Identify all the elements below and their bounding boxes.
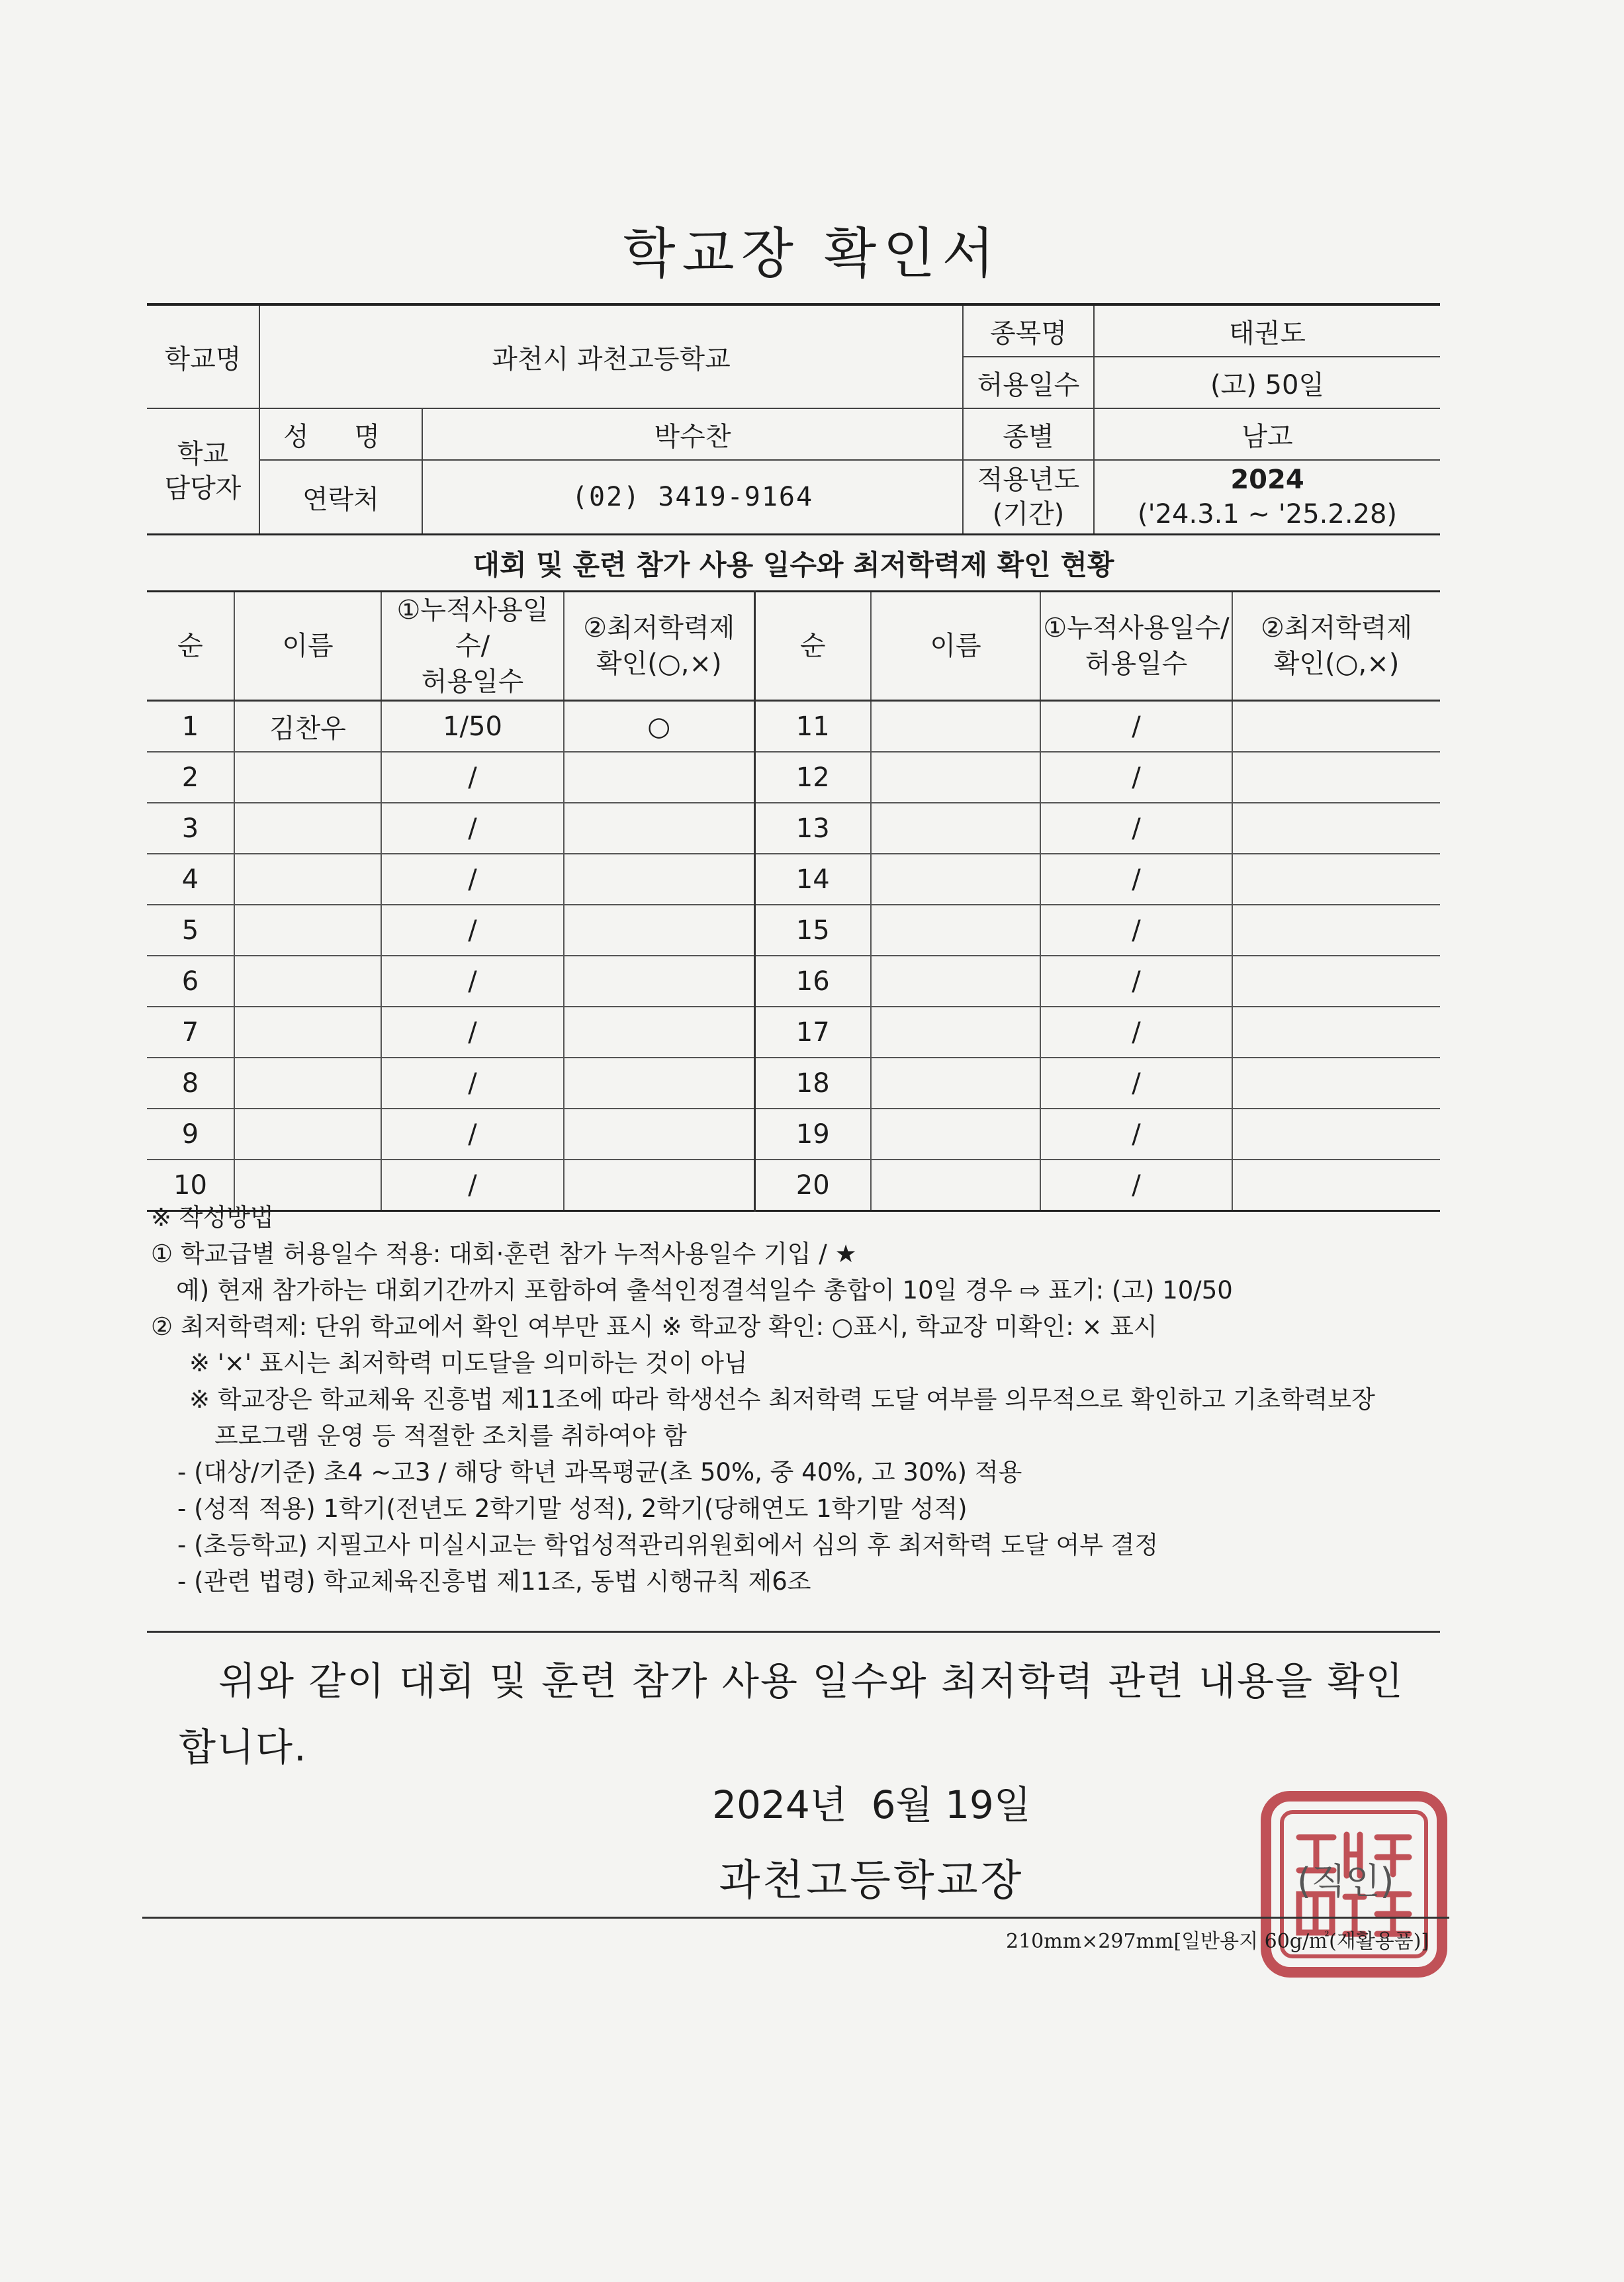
year-label-line1: 적용년도 bbox=[977, 465, 1080, 495]
row-name bbox=[234, 1058, 381, 1109]
row-days-right: / bbox=[1040, 803, 1232, 854]
row-check-right bbox=[1232, 854, 1440, 905]
row-no-right: 12 bbox=[754, 752, 871, 803]
row-days: / bbox=[381, 1007, 564, 1058]
row-days: / bbox=[381, 1109, 564, 1160]
name-value: 박수찬 bbox=[422, 408, 963, 460]
row-days-right: / bbox=[1040, 854, 1232, 905]
row-check bbox=[564, 752, 754, 803]
name-label: 성 명 bbox=[259, 408, 422, 460]
row-no: 3 bbox=[147, 803, 234, 854]
row-check bbox=[564, 1058, 754, 1109]
row-check bbox=[564, 854, 754, 905]
row-check-right bbox=[1232, 701, 1440, 753]
confirmation-line-2: 합니다. bbox=[179, 1725, 308, 1770]
row-days: / bbox=[381, 905, 564, 956]
notes-line-8: - (성적 적용) 1학기(전년도 2학기말 성적), 2학기(당해연도 1학기말 성적) bbox=[177, 1494, 968, 1523]
row-no-right: 13 bbox=[754, 803, 871, 854]
row-no: 1 bbox=[147, 701, 234, 753]
notes-line-3: ② 최저학력제: 단위 학교에서 확인 여부만 표시 ※ 학교장 확인: ○표시, 학교장 미확인: × 표시 bbox=[151, 1312, 1157, 1341]
bottom-rule bbox=[142, 1917, 1449, 1919]
header-days-line2: 허용일수 bbox=[421, 666, 524, 697]
header-no: 순 bbox=[147, 592, 234, 701]
table-row bbox=[147, 854, 1440, 905]
table-row bbox=[147, 752, 1440, 803]
row-name bbox=[234, 1109, 381, 1160]
header-check bbox=[564, 592, 754, 701]
issue-date: 2024년 6월 19일 bbox=[712, 1782, 1031, 1827]
row-no: 5 bbox=[147, 905, 234, 956]
row-no-right: 14 bbox=[754, 854, 871, 905]
row-check-right bbox=[1232, 905, 1440, 956]
row-name-right bbox=[871, 854, 1040, 905]
row-days: 1/50 bbox=[381, 701, 564, 753]
period-value: ('24.3.1 ~ '25.2.28) bbox=[1137, 499, 1398, 529]
row-days-right: / bbox=[1040, 1058, 1232, 1109]
notes-heading: ※ 작성방법 bbox=[151, 1203, 274, 1232]
divider-line bbox=[147, 1631, 1440, 1633]
school-label: 학교명 bbox=[147, 304, 259, 408]
row-check bbox=[564, 803, 754, 854]
table-row bbox=[147, 1109, 1440, 1160]
row-days: / bbox=[381, 1160, 564, 1211]
year-value: 2024 bbox=[1230, 465, 1304, 495]
row-no-right: 19 bbox=[754, 1109, 871, 1160]
row-name bbox=[234, 854, 381, 905]
row-days-right: / bbox=[1040, 956, 1232, 1007]
year-label-line2: (기간) bbox=[992, 499, 1065, 529]
header-check-right-line2: 확인(○,×) bbox=[1273, 649, 1400, 679]
table-row bbox=[147, 701, 1440, 753]
row-check bbox=[564, 905, 754, 956]
header-check-right bbox=[1232, 592, 1440, 701]
row-name-right bbox=[871, 1109, 1040, 1160]
row-no: 2 bbox=[147, 752, 234, 803]
table-row bbox=[147, 1058, 1440, 1109]
row-no: 4 bbox=[147, 854, 234, 905]
notes-line-4: ※ '×' 표시는 최저학력 미도달을 의미하는 것이 아님 bbox=[189, 1349, 748, 1377]
notes-line-1: ① 학교급별 허용일수 적용: 대회·훈련 참가 누적사용일수 기입 / ★ bbox=[151, 1240, 857, 1268]
row-no-right: 11 bbox=[754, 701, 871, 753]
header-check-line1: ②최저학력제 bbox=[583, 613, 735, 643]
notes-line-5: ※ 학교장은 학교체육 진흥법 제11조에 따라 학생선수 최저학력 도달 여부를 의무적으로 확인하고 기초학력보장 bbox=[189, 1385, 1375, 1414]
row-check-right bbox=[1232, 1058, 1440, 1109]
row-name bbox=[234, 752, 381, 803]
allowed-days-value: (고) 50일 bbox=[1094, 357, 1440, 408]
row-days-right: / bbox=[1040, 1160, 1232, 1211]
row-check bbox=[564, 1007, 754, 1058]
row-name-right bbox=[871, 1007, 1040, 1058]
row-name bbox=[234, 905, 381, 956]
row-name-right bbox=[871, 701, 1040, 753]
notes-line-6: 프로그램 운영 등 적절한 조치를 취하여야 함 bbox=[214, 1422, 687, 1450]
row-days-right: / bbox=[1040, 1007, 1232, 1058]
row-name-right bbox=[871, 905, 1040, 956]
school-value: 과천시 과천고등학교 bbox=[259, 304, 963, 408]
gender-label: 종별 bbox=[963, 408, 1094, 460]
row-no-right: 16 bbox=[754, 956, 871, 1007]
notes-line-10: - (관련 법령) 학교체육진흥법 제11조, 동법 시행규칙 제6조 bbox=[177, 1567, 811, 1596]
row-no: 8 bbox=[147, 1058, 234, 1109]
row-no-right: 18 bbox=[754, 1058, 871, 1109]
row-no: 9 bbox=[147, 1109, 234, 1160]
row-check bbox=[564, 1109, 754, 1160]
seal-label: (직인) bbox=[1297, 1860, 1394, 1902]
row-name bbox=[234, 956, 381, 1007]
row-no-right: 15 bbox=[754, 905, 871, 956]
row-days: / bbox=[381, 956, 564, 1007]
header-check-right-line1: ②최저학력제 bbox=[1260, 613, 1413, 643]
row-days-right: / bbox=[1040, 752, 1232, 803]
notes-line-7: - (대상/기준) 초4 ~고3 / 해당 학년 과목평균(초 50%, 중 40%, 고 30%) 적용 bbox=[177, 1458, 1022, 1486]
contact-label: 연락처 bbox=[259, 460, 422, 535]
gender-value: 남고 bbox=[1094, 408, 1440, 460]
paper-size-note: 210mm×297mm[일반용지 60g/㎡(재활용품)] bbox=[1006, 1930, 1429, 1953]
row-check-right bbox=[1232, 1007, 1440, 1058]
year-value-cell bbox=[1094, 460, 1440, 535]
sport-label: 종목명 bbox=[963, 304, 1094, 357]
staff-label-line1: 학교 bbox=[177, 439, 229, 469]
row-check bbox=[564, 956, 754, 1007]
header-days-right bbox=[1040, 592, 1232, 701]
table-row bbox=[147, 905, 1440, 956]
notes-line-2: 예) 현재 참가하는 대회기간까지 포함하여 출석인정결석일수 총합이 10일 경우 ⇨ 표기: (고) 10/50 bbox=[176, 1276, 1233, 1304]
table-row bbox=[147, 803, 1440, 854]
row-days: / bbox=[381, 1058, 564, 1109]
row-no: 7 bbox=[147, 1007, 234, 1058]
header-days-line1: ①누적사용일수/ bbox=[396, 595, 549, 661]
confirmation-statement bbox=[179, 1648, 1443, 1780]
writing-instructions bbox=[151, 1199, 1448, 1600]
row-check: ○ bbox=[564, 701, 754, 753]
roster-header-row bbox=[147, 592, 1440, 701]
row-days-right: / bbox=[1040, 701, 1232, 753]
row-days-right: / bbox=[1040, 905, 1232, 956]
row-days: / bbox=[381, 803, 564, 854]
staff-label-line2: 담당자 bbox=[164, 473, 242, 504]
row-name bbox=[234, 803, 381, 854]
row-name-right bbox=[871, 803, 1040, 854]
document-title: 학교장 확인서 bbox=[623, 222, 1001, 285]
row-no-right: 17 bbox=[754, 1007, 871, 1058]
row-name: 김찬우 bbox=[234, 701, 381, 753]
row-check-right bbox=[1232, 956, 1440, 1007]
header-name-right: 이름 bbox=[871, 592, 1040, 701]
table-row bbox=[147, 956, 1440, 1007]
table-row bbox=[147, 1007, 1440, 1058]
row-no: 10 bbox=[147, 1160, 234, 1211]
year-label bbox=[963, 460, 1094, 535]
row-check-right bbox=[1232, 803, 1440, 854]
header-no-right: 순 bbox=[754, 592, 871, 701]
header-check-line2: 확인(○,×) bbox=[596, 649, 722, 679]
row-name-right bbox=[871, 752, 1040, 803]
contact-value: (02) 3419-9164 bbox=[422, 460, 963, 535]
header-name: 이름 bbox=[234, 592, 381, 701]
row-name-right bbox=[871, 956, 1040, 1007]
row-check-right bbox=[1232, 752, 1440, 803]
row-no-right: 20 bbox=[754, 1160, 871, 1211]
roster-table bbox=[147, 590, 1440, 1212]
header-days-right-line2: 허용일수 bbox=[1085, 649, 1188, 679]
row-name-right bbox=[871, 1058, 1040, 1109]
header-days bbox=[381, 592, 564, 701]
row-days-right: / bbox=[1040, 1109, 1232, 1160]
section-title: 대회 및 훈련 참가 사용 일수와 최저학력제 확인 현황 bbox=[473, 549, 1114, 581]
row-check-right bbox=[1232, 1109, 1440, 1160]
principal-title: 과천고등학교장 bbox=[719, 1856, 1024, 1905]
row-no: 6 bbox=[147, 956, 234, 1007]
row-name bbox=[234, 1007, 381, 1058]
row-days: / bbox=[381, 854, 564, 905]
notes-line-9: - (초등학교) 지필고사 미실시교는 학업성적관리위원회에서 심의 후 최저학력 도달 여부 결정 bbox=[177, 1531, 1159, 1559]
confirmation-line-1: 위와 같이 대회 및 훈련 참가 사용 일수와 최저학력 관련 내용을 확인 bbox=[218, 1659, 1404, 1704]
staff-label bbox=[147, 408, 259, 535]
allowed-days-label: 허용일수 bbox=[963, 357, 1094, 408]
row-days: / bbox=[381, 752, 564, 803]
info-table bbox=[147, 303, 1440, 535]
sport-value: 태권도 bbox=[1094, 304, 1440, 357]
header-days-right-line1: ①누적사용일수/ bbox=[1043, 613, 1230, 643]
